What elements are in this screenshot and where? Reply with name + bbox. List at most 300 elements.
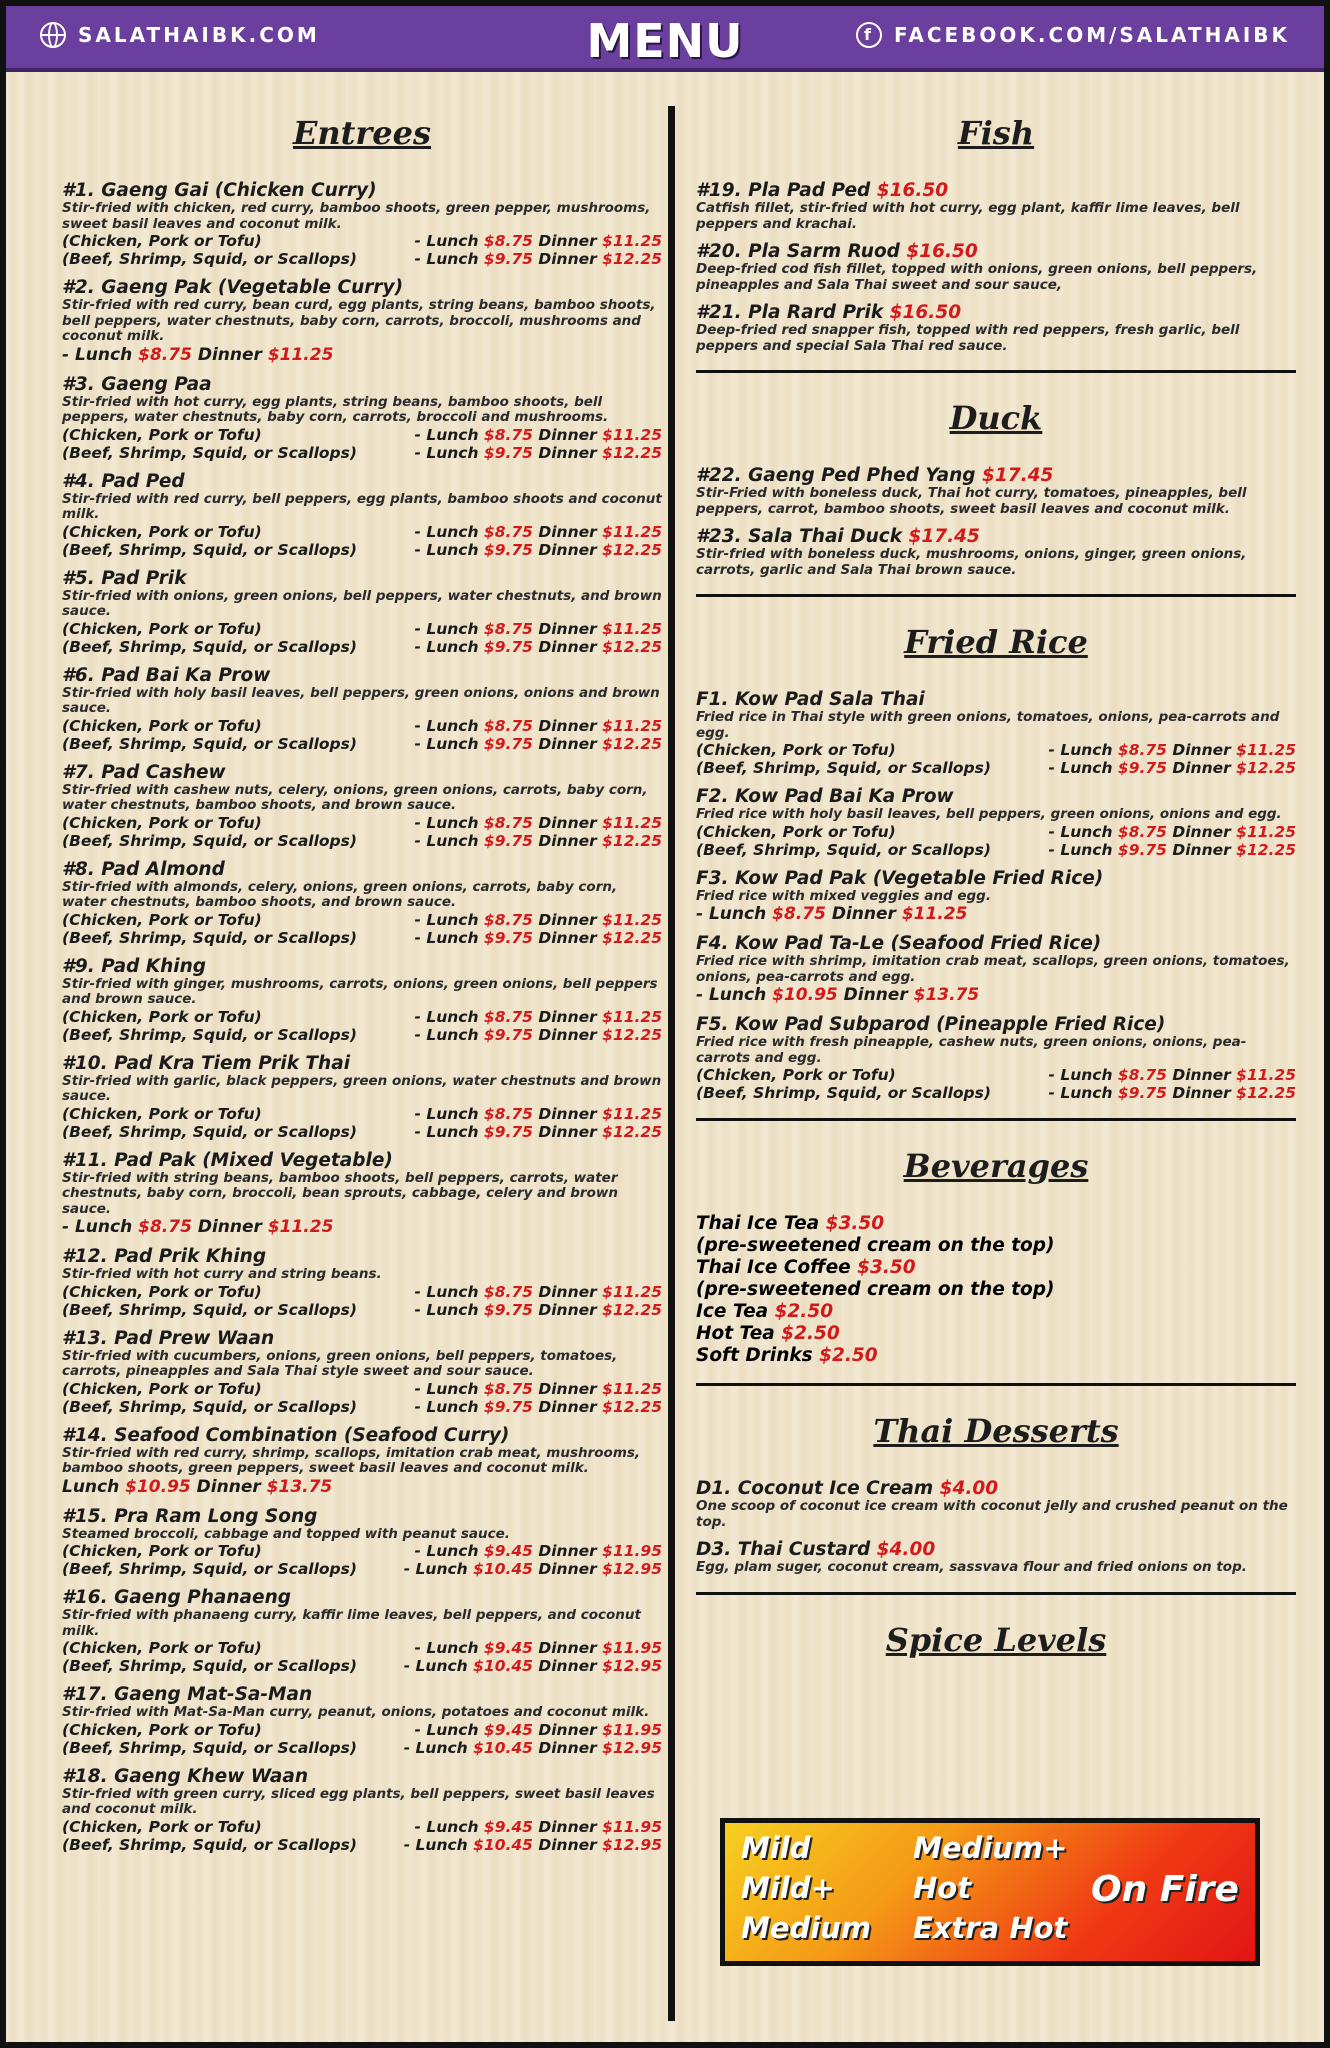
menu-item: [62, 1246, 662, 1319]
lunch-dinner-prices: [415, 1123, 662, 1141]
item-title: #5. Pad Prik: [62, 567, 187, 589]
lunch-label: - Lunch: [414, 928, 479, 947]
lunch-label: - Lunch: [414, 425, 479, 444]
lunch-dinner-prices: [415, 1026, 662, 1044]
item-name: [696, 465, 1296, 486]
menu-item: [696, 1014, 1296, 1102]
spice-medium: Medium: [741, 1911, 872, 1945]
entrees-list: [62, 180, 662, 1854]
item-description: Stir-fried with holy basil leaves, bell peppers, green onions, onions and brown sauce.: [62, 684, 660, 716]
item-name: [696, 1539, 1296, 1560]
price-line: [62, 345, 662, 365]
lunch-price: $8.75: [483, 1104, 533, 1123]
fried-rice-section: [696, 623, 1296, 1102]
menu-item: [696, 1478, 1296, 1530]
dinner-label: Dinner: [538, 443, 597, 462]
lunch-dinner-prices: [415, 1542, 662, 1560]
menu-item: [62, 1587, 662, 1675]
protein-option: (Beef, Shrimp, Squid, or Scallops): [62, 734, 357, 753]
beverage-price: $3.50: [825, 1213, 885, 1234]
lunch-price: $8.75: [483, 619, 533, 638]
lunch-price: $10.95: [772, 985, 838, 1005]
protein-option: (Beef, Shrimp, Squid, or Scallops): [62, 1657, 357, 1675]
protein-option: (Chicken, Pork or Tofu): [62, 813, 262, 832]
menu-item: [696, 689, 1296, 777]
dinner-label: Dinner: [1172, 741, 1231, 759]
protein-option: (Beef, Shrimp, Squid, or Scallops): [62, 250, 357, 268]
price-line: [62, 1477, 662, 1497]
beverages-title: Beverages: [903, 1147, 1089, 1185]
lunch-label: - Lunch: [414, 1282, 479, 1301]
dinner-price: $12.25: [602, 1397, 662, 1416]
protein-option: (Chicken, Pork or Tofu): [696, 741, 896, 759]
lunch-price: $8.75: [483, 1379, 533, 1398]
price-row: [696, 1066, 1296, 1084]
dinner-label: Dinner: [538, 734, 597, 753]
lunch-dinner-prices: [415, 250, 662, 268]
item-title: #10. Pad Kra Tiem Prik Thai: [62, 1052, 351, 1074]
lunch-label: - Lunch: [414, 716, 479, 735]
lunch-dinner-prices: [1049, 759, 1296, 777]
item-name: [696, 241, 1296, 262]
item-title: #22. Gaeng Ped Phed Yang: [696, 465, 976, 486]
section-divider: [696, 1118, 1296, 1121]
menu-item: [62, 374, 662, 462]
price-row: [62, 1380, 662, 1398]
lunch-price: $10.95: [125, 1476, 191, 1497]
lunch-dinner-prices: [415, 1008, 662, 1026]
lunch-dinner-prices: [415, 1639, 662, 1657]
item-title: #7. Pad Cashew: [62, 761, 226, 783]
item-title: F3. Kow Pad Pak (Vegetable Fried Rice): [696, 867, 1104, 889]
lunch-label: - Lunch: [414, 250, 479, 268]
dinner-label: Dinner: [538, 928, 597, 947]
price-row: [62, 735, 662, 753]
lunch-price: $10.45: [473, 1835, 533, 1854]
lunch-label: - Lunch: [414, 1639, 479, 1657]
dinner-price: $11.25: [901, 904, 968, 924]
price-row: [62, 1008, 662, 1026]
menu-item: [696, 241, 1296, 293]
item-title: F5. Kow Pad Subparod (Pineapple Fried Rice): [696, 1014, 1166, 1035]
item-name: [696, 689, 1296, 710]
item-price: $4.00: [876, 1539, 936, 1560]
beverage-item: [696, 1213, 1296, 1235]
beverage-note: (pre-sweetened cream on the top): [696, 1235, 1055, 1256]
dinner-label: Dinner: [197, 1217, 262, 1237]
section-divider: [696, 370, 1296, 373]
dinner-price: $11.25: [602, 910, 662, 929]
item-title: #15. Pra Ram Long Song: [62, 1505, 318, 1527]
spice-title: Spice Levels: [885, 1620, 1107, 1659]
item-name: [62, 568, 662, 589]
lunch-label: - Lunch: [414, 1817, 479, 1836]
desserts-list: [696, 1478, 1296, 1576]
lunch-label: - Lunch: [1048, 822, 1113, 841]
protein-option: (Beef, Shrimp, Squid, or Scallops): [696, 840, 991, 859]
lunch-price: $9.45: [483, 1542, 533, 1560]
item-title: #18. Gaeng Khew Waan: [62, 1765, 309, 1787]
lunch-price: $8.75: [483, 1007, 533, 1026]
lunch-dinner-prices: [415, 1105, 662, 1123]
beverage-name: Hot Tea: [696, 1323, 775, 1344]
lunch-label: - Lunch: [696, 904, 767, 924]
item-name: [62, 277, 662, 298]
dinner-price: $12.25: [602, 1025, 662, 1044]
menu-item: [62, 180, 662, 268]
lunch-dinner-prices: [415, 1721, 662, 1739]
lunch-dinner-prices: [404, 1560, 662, 1578]
item-description: Fried rice with holy basil leaves, bell peppers, green onions, onions and egg.: [696, 806, 1282, 822]
lunch-dinner-prices: [415, 1398, 662, 1416]
menu-item: [62, 956, 662, 1044]
price-row: [62, 1123, 662, 1141]
item-description: Fried rice in Thai style with green onions, tomatoes, onions, pea-carrots and egg.: [696, 709, 1280, 741]
lunch-price: $9.75: [483, 250, 533, 268]
item-description: Stir-fried with chicken, red curry, bamboo shoots, green pepper, mushrooms, sweet basil leaves and coconut milk.: [62, 200, 651, 232]
item-name: [62, 1246, 662, 1267]
lunch-label: - Lunch: [62, 1217, 133, 1237]
item-description: Stir-fried with hot curry and string beans.: [62, 1266, 382, 1282]
lunch-price: $9.75: [483, 1397, 533, 1416]
lunch-label: - Lunch: [414, 734, 479, 753]
dinner-price: $12.25: [602, 443, 662, 462]
lunch-dinner-prices: [404, 1657, 662, 1675]
dinner-label: Dinner: [831, 904, 896, 924]
lunch-label: - Lunch: [414, 1025, 479, 1044]
price-row: [62, 638, 662, 656]
lunch-dinner-prices: [415, 832, 662, 850]
dinner-price: $12.95: [602, 1657, 662, 1675]
protein-option: (Chicken, Pork or Tofu): [62, 1007, 262, 1026]
item-title: F1. Kow Pad Sala Thai: [696, 689, 925, 710]
item-description: Stir-fried with cashew nuts, celery, onions, green onions, carrots, baby corn, water chestnuts, bamboo shoots, and brown sauce.: [62, 781, 648, 813]
price-line: [696, 904, 1296, 924]
dinner-label: Dinner: [538, 831, 597, 850]
lunch-label: - Lunch: [414, 1007, 479, 1026]
menu-item: [696, 526, 1296, 578]
dinner-price: $12.25: [602, 1122, 662, 1141]
dinner-price: $12.25: [602, 637, 662, 656]
item-name: [62, 180, 662, 201]
facebook-text: FACEBOOK.COM/SALATHAIBK: [893, 23, 1290, 47]
item-name: [696, 302, 1296, 323]
item-title: F2. Kow Pad Bai Ka Prow: [696, 786, 954, 807]
menu-item: [62, 1684, 662, 1757]
price-row: [62, 1657, 662, 1675]
lunch-label: Lunch: [62, 1476, 120, 1497]
item-description: Fried rice with mixed veggies and egg.: [696, 887, 991, 904]
protein-option: (Beef, Shrimp, Squid, or Scallops): [62, 1835, 357, 1854]
lunch-price: $9.75: [483, 1122, 533, 1141]
fried-rice-title: Fried Rice: [904, 623, 1088, 661]
item-title: #2. Gaeng Pak (Vegetable Curry): [62, 277, 404, 298]
spice-extra-hot: Extra Hot: [913, 1911, 1068, 1945]
entrees-section: [62, 114, 662, 1863]
price-row: [62, 1818, 662, 1836]
dinner-label: Dinner: [1172, 759, 1231, 777]
item-title: #14. Seafood Combination (Seafood Curry): [62, 1424, 510, 1446]
item-name: [62, 1587, 662, 1608]
dinner-price: $11.25: [602, 1104, 662, 1123]
dinner-label: Dinner: [1172, 822, 1231, 841]
lunch-label: - Lunch: [403, 1738, 468, 1757]
dinner-price: $11.25: [1236, 741, 1296, 759]
protein-option: (Beef, Shrimp, Squid, or Scallops): [62, 540, 357, 559]
menu-item: [696, 868, 1296, 925]
item-name: [62, 859, 662, 880]
item-description: Stir-fried with onions, green onions, bell peppers, water chestnuts, and brown sauce.: [62, 587, 662, 619]
lunch-dinner-prices: [415, 444, 662, 462]
section-divider: [696, 594, 1296, 597]
protein-option: (Chicken, Pork or Tofu): [62, 1379, 262, 1398]
section-divider: [696, 1592, 1296, 1595]
item-name: [62, 1053, 662, 1074]
protein-option: (Chicken, Pork or Tofu): [62, 910, 262, 929]
dinner-label: Dinner: [538, 637, 597, 656]
lunch-label: - Lunch: [414, 813, 479, 832]
lunch-price: $10.45: [473, 1738, 533, 1757]
beverages-section: [696, 1147, 1296, 1367]
dinner-label: Dinner: [1172, 1066, 1231, 1084]
lunch-price: $8.75: [772, 904, 826, 924]
menu-item: [696, 933, 1296, 1005]
dinner-label: Dinner: [538, 1738, 597, 1757]
price-row: [62, 717, 662, 735]
lunch-price: $8.75: [1117, 741, 1167, 759]
protein-option: (Beef, Shrimp, Squid, or Scallops): [62, 1397, 357, 1416]
lunch-dinner-prices: [404, 1739, 662, 1757]
lunch-label: - Lunch: [1048, 1066, 1113, 1084]
lunch-label: - Lunch: [414, 1397, 479, 1416]
dinner-label: Dinner: [196, 1476, 261, 1497]
menu-item: [696, 1539, 1296, 1576]
menu-item: [62, 1328, 662, 1416]
protein-option: (Beef, Shrimp, Squid, or Scallops): [62, 1122, 357, 1141]
item-name: [62, 374, 662, 395]
menu-item: [62, 1053, 662, 1141]
dinner-price: $12.25: [602, 540, 662, 559]
dinner-price: $12.95: [602, 1560, 662, 1578]
item-name: [696, 933, 1296, 954]
beverages-list: [696, 1213, 1296, 1367]
item-title: #23. Sala Thai Duck: [696, 526, 903, 547]
dinner-label: Dinner: [538, 1300, 597, 1319]
price-row: [62, 1739, 662, 1757]
protein-option: (Chicken, Pork or Tofu): [62, 619, 262, 638]
dinner-label: Dinner: [538, 425, 597, 444]
menu-item: [696, 786, 1296, 859]
protein-option: (Beef, Shrimp, Squid, or Scallops): [62, 443, 357, 462]
price-row: [62, 814, 662, 832]
item-name: [696, 180, 1296, 201]
dinner-label: Dinner: [538, 250, 597, 268]
menu-item: [62, 1766, 662, 1854]
lunch-label: - Lunch: [414, 522, 479, 541]
beverage-item: [696, 1301, 1296, 1323]
item-title: #13. Pad Prew Waan: [62, 1327, 275, 1349]
item-title: #17. Gaeng Mat-Sa-Man: [62, 1684, 313, 1705]
header-bar: [6, 6, 1324, 72]
lunch-price: $8.75: [138, 344, 192, 365]
protein-option: (Chicken, Pork or Tofu): [62, 1720, 262, 1739]
dinner-price: $11.95: [602, 1720, 662, 1739]
lunch-dinner-prices: [415, 1301, 662, 1319]
spice-hot: Hot: [913, 1871, 972, 1905]
item-description: Steamed broccoli, cabbage and topped with peanut sauce.: [62, 1525, 510, 1542]
menu-item: [62, 471, 662, 559]
lunch-dinner-prices: [415, 541, 662, 559]
lunch-label: - Lunch: [414, 1379, 479, 1398]
dinner-label: Dinner: [538, 1282, 597, 1301]
item-title: F4. Kow Pad Ta-Le (Seafood Fried Rice): [696, 933, 1102, 954]
menu-item: [62, 665, 662, 753]
dinner-label: Dinner: [538, 1379, 597, 1398]
item-description: Stir-fried with garlic, black peppers, green onions, water chestnuts and brown sauce.: [62, 1072, 662, 1104]
beverage-price: $2.50: [781, 1323, 840, 1344]
facebook-link[interactable]: [856, 22, 1290, 48]
lunch-price: $9.45: [483, 1817, 533, 1836]
spice-mild: Mild: [741, 1831, 811, 1865]
menu-item: [62, 859, 662, 947]
protein-option: (Chicken, Pork or Tofu): [62, 1817, 262, 1836]
lunch-price: $8.75: [483, 813, 533, 832]
item-description: Stir-fried with ginger, mushrooms, carrots, onions, green onions, bell peppers and brown sauce.: [62, 975, 658, 1007]
protein-option: (Beef, Shrimp, Squid, or Scallops): [62, 1300, 357, 1319]
desserts-title: Thai Desserts: [873, 1412, 1119, 1450]
facebook-icon: f: [856, 22, 882, 48]
lunch-label: - Lunch: [403, 1835, 468, 1854]
lunch-price: $8.75: [483, 1282, 533, 1301]
item-name: [62, 1766, 662, 1787]
price-row: [62, 1836, 662, 1854]
dinner-label: Dinner: [1172, 1084, 1231, 1102]
dinner-label: Dinner: [538, 1835, 597, 1854]
item-price: $16.50: [906, 241, 978, 262]
item-name: [696, 868, 1296, 889]
item-price: $16.50: [876, 180, 949, 201]
lunch-dinner-prices: [415, 717, 662, 735]
lunch-price: $9.75: [483, 928, 533, 947]
dinner-label: Dinner: [538, 540, 597, 559]
lunch-label: - Lunch: [414, 1720, 479, 1739]
price-row: [62, 444, 662, 462]
lunch-label: - Lunch: [62, 344, 133, 365]
beverage-price: $3.50: [857, 1257, 916, 1278]
menu-item: [696, 302, 1296, 354]
dinner-label: Dinner: [538, 910, 597, 929]
lunch-dinner-prices: [1049, 823, 1296, 841]
beverage-price: $2.50: [774, 1301, 834, 1322]
menu-item: [62, 762, 662, 850]
protein-option: (Beef, Shrimp, Squid, or Scallops): [62, 831, 357, 850]
menu-item: [696, 180, 1296, 232]
lunch-dinner-prices: [415, 523, 662, 541]
dinner-price: $11.25: [602, 716, 662, 735]
menu-title: MENU: [586, 14, 744, 68]
protein-option: (Beef, Shrimp, Squid, or Scallops): [62, 637, 357, 656]
lunch-price: $10.45: [473, 1657, 533, 1675]
item-name: [62, 762, 662, 783]
item-description: Stir-fried with cucumbers, onions, green onions, bell peppers, tomatoes, carrots, pineapples and Sala Thai style sweet and sour sauce.: [62, 1347, 618, 1379]
duck-list: [696, 465, 1296, 578]
spice-medium-plus: Medium+: [913, 1831, 1068, 1865]
lunch-dinner-prices: [415, 620, 662, 638]
lunch-price: $8.75: [483, 522, 533, 541]
item-description: Deep-fried cod fish fillet, topped with onions, green onions, bell peppers, pineapples and Sala Thai sweet and sour sauce,: [696, 261, 1258, 293]
price-row: [62, 523, 662, 541]
price-row: [62, 832, 662, 850]
item-description: Stir-fried with red curry, shrimp, scallops, imitation crab meat, mushrooms, bamboo shoots, green peppers, sweet basil leaves and coconut milk.: [62, 1444, 641, 1476]
lunch-label: - Lunch: [414, 443, 479, 462]
lunch-price: $9.75: [483, 734, 533, 753]
desserts-section: [696, 1412, 1296, 1576]
lunch-dinner-prices: [1049, 1066, 1296, 1084]
item-price: $17.45: [908, 526, 980, 547]
item-title: #12. Pad Prik Khing: [62, 1246, 267, 1267]
item-title: #21. Pla Rard Prik: [696, 302, 884, 323]
dinner-label: Dinner: [843, 985, 908, 1005]
item-name: [62, 1425, 662, 1446]
price-row: [62, 1542, 662, 1560]
lunch-label: - Lunch: [414, 1122, 479, 1141]
menu-item: [62, 277, 662, 365]
item-description: Stir-fried with string beans, bamboo shoots, bell peppers, carrots, water chestnuts, baby corn, broccoli, bean sprouts, cabbage, celery and brown sauce.: [62, 1169, 618, 1217]
lunch-label: - Lunch: [414, 1104, 479, 1123]
dinner-label: Dinner: [538, 813, 597, 832]
lunch-dinner-prices: [415, 1380, 662, 1398]
protein-option: (Chicken, Pork or Tofu): [62, 425, 262, 444]
protein-option: (Chicken, Pork or Tofu): [696, 822, 896, 841]
dinner-price: $12.25: [1236, 1084, 1296, 1102]
fish-title: Fish: [957, 114, 1035, 152]
lunch-dinner-prices: [415, 929, 662, 947]
price-row: [62, 232, 662, 250]
item-description: Stir-fried with red curry, bean curd, egg plants, string beans, bamboo shoots, bell peppers, water chestnuts, baby corn, carrots, broccoli, mushrooms and coconut milk.: [62, 297, 656, 344]
price-row: [62, 250, 662, 268]
protein-option: (Beef, Shrimp, Squid, or Scallops): [62, 1560, 357, 1578]
protein-option: (Beef, Shrimp, Squid, or Scallops): [62, 1738, 357, 1757]
item-description: Stir-fried with hot curry, egg plants, string beans, bamboo shoots, bell peppers, water chestnuts, baby corn, carrots, broccoli and mushrooms.: [62, 393, 609, 425]
lunch-dinner-prices: [415, 1818, 662, 1836]
menu-item: [62, 1506, 662, 1579]
item-description: Stir-fried with phanaeng curry, kaffir lime leaves, bell peppers, and coconut milk.: [62, 1607, 641, 1639]
price-line: [696, 985, 1296, 1005]
item-title: #3. Gaeng Paa: [62, 373, 212, 395]
entrees-title: Entrees: [292, 114, 432, 152]
column-divider: [668, 106, 675, 2021]
protein-option: (Chicken, Pork or Tofu): [62, 1104, 262, 1123]
lunch-label: - Lunch: [414, 831, 479, 850]
fish-section: [696, 114, 1296, 354]
price-row: [696, 841, 1296, 859]
lunch-price: $9.75: [1117, 840, 1167, 859]
item-name: [62, 665, 662, 686]
price-row: [62, 1721, 662, 1739]
lunch-price: $9.75: [483, 637, 533, 656]
dinner-label: Dinner: [538, 1397, 597, 1416]
dinner-price: $11.25: [602, 813, 662, 832]
website-text: SALATHAIBK.COM: [78, 23, 320, 47]
protein-option: (Beef, Shrimp, Squid, or Scallops): [696, 759, 991, 777]
dinner-price: $11.25: [602, 232, 662, 250]
dinner-label: Dinner: [538, 232, 597, 250]
lunch-label: - Lunch: [414, 910, 479, 929]
lunch-price: $8.75: [1117, 822, 1167, 841]
item-description: Deep-fried red snapper fish, topped with red peppers, fresh garlic, bell peppers and special Sala Thai red sauce.: [696, 322, 1240, 354]
dinner-label: Dinner: [538, 1817, 597, 1836]
price-row: [62, 620, 662, 638]
